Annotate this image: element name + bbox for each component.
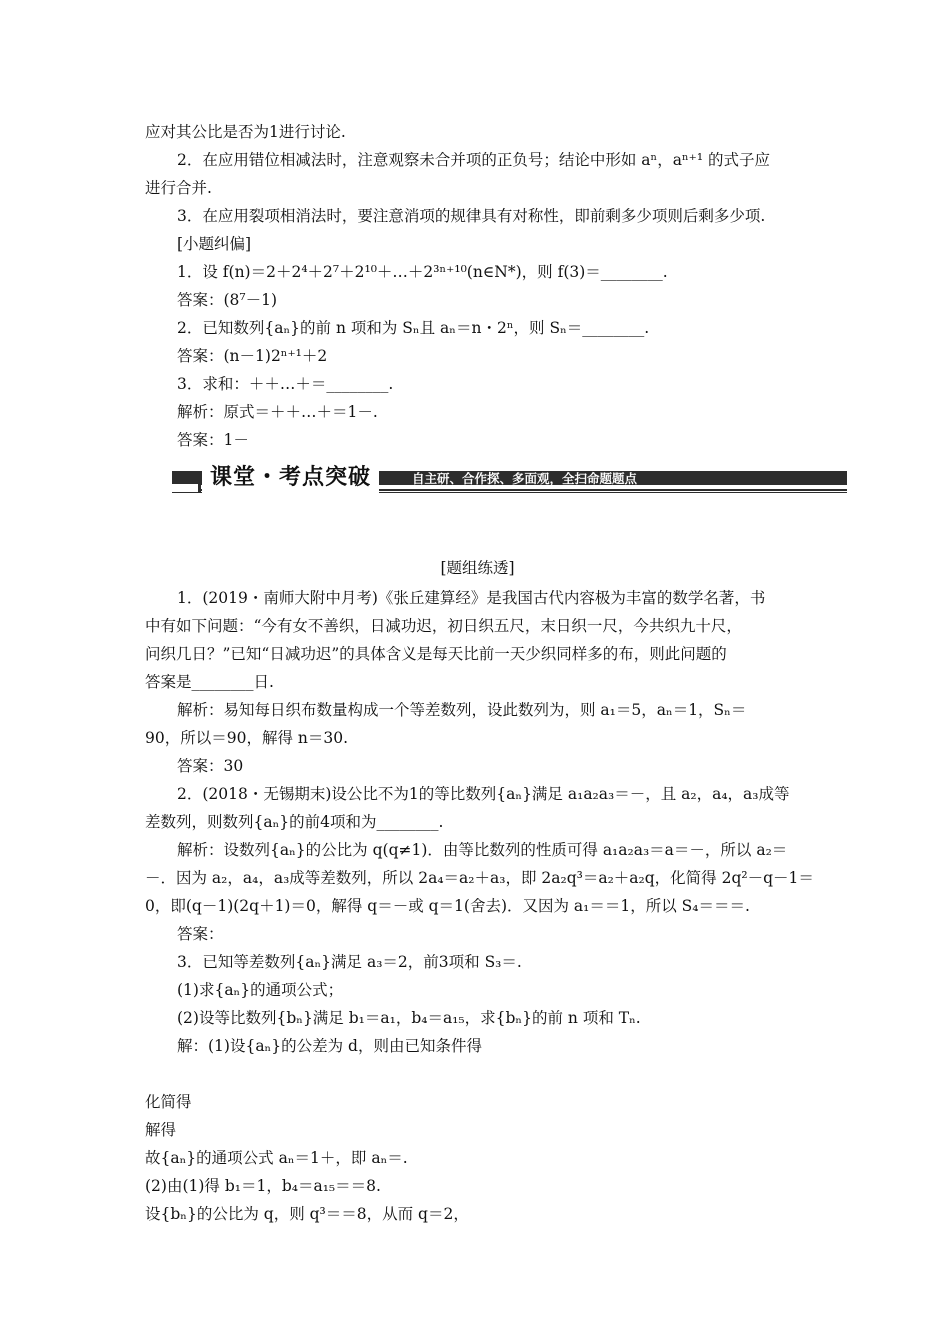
solution-line: 设{bₙ}的公比为 q，则 q³＝＝8，从而 q＝2， [145, 1205, 469, 1223]
analysis-line: 90，所以＝90，解得 n＝30. [145, 729, 349, 747]
banner-subtitle: 自主研、合作探、多面观，全扫命题题点 [412, 471, 638, 486]
question-line: 1．设 f(n)＝2＋2⁴＋2⁷＋2¹⁰＋…＋2³ⁿ⁺¹⁰(n∈N*)，则 f(3)＝________. [177, 263, 668, 281]
text-line: 3．在应用裂项相消法时，要注意消项的规律具有对称性，即前剩多少项则后剩多少项. [177, 207, 766, 225]
question-line: 3．已知等差数列{aₙ}满足 a₃＝2，前3项和 S₃＝. [177, 953, 522, 971]
answer-line: 答案：1－ [177, 431, 249, 449]
analysis-line: 0，即(q－1)(2q＋1)＝0，解得 q＝－或 q＝1(舍去)．又因为 a₁＝＝1，所以 S₄＝＝＝. [145, 897, 750, 915]
banner-hook [172, 481, 201, 492]
question-line: 差数列，则数列{aₙ}的前4项和为________. [145, 813, 444, 831]
analysis-line: 解析：易知每日织布数量构成一个等差数列，设此数列为，则 a₁＝5，aₙ＝1，Sₙ＝ [177, 701, 747, 719]
analysis-line: －．因为 a₂，a₄，a₃成等差数列，所以 2a₄＝a₂＋a₃，即 2a₂q³＝a₂＋a₂q，化简得 2q²－q－1＝ [145, 869, 814, 887]
subsection-heading: [小题纠偏] [177, 235, 252, 253]
analysis-line: 解析：设数列{aₙ}的公比为 q(q≠1)．由等比数列的性质可得 a₁a₂a₃＝a＝－，所以 a₂＝ [177, 841, 788, 859]
question-line: (2)设等比数列{bₙ}满足 b₁＝a₁，b₄＝a₁₅，求{bₙ}的前 n 项和 Tₙ. [177, 1009, 641, 1027]
question-line: (1)求{aₙ}的通项公式； [177, 981, 344, 999]
question-line: 3．求和：＋＋…＋＝________. [177, 375, 394, 393]
question-line: 1．(2019・南师大附中月考)《张丘建算经》是我国古代内容极为丰富的数学名著，书 [177, 589, 766, 607]
text-line: 进行合并. [145, 179, 212, 197]
text-line: 应对其公比是否为1进行讨论. [145, 123, 346, 141]
solution-line: 解：(1)设{aₙ}的公差为 d，则由已知条件得 [177, 1037, 482, 1055]
solution-line: 化简得 [145, 1093, 192, 1111]
analysis-line: 解析：原式＝＋＋…＋＝1－. [177, 403, 378, 421]
question-line: 答案是________日. [145, 673, 274, 691]
banner-title: 课堂・考点突破 [202, 463, 379, 493]
solution-line: 故{aₙ}的通项公式 aₙ＝1＋，即 aₙ＝. [145, 1149, 408, 1167]
answer-line: 答案：30 [177, 757, 244, 775]
question-line: 中有如下问题：“今有女不善织，日减功迟，初日织五尺，末日织一尺，今共织九十尺， [145, 617, 742, 635]
question-line: 2．(2018・无锡期末)设公比不为1的等比数列{aₙ}满足 a₁a₂a₃＝－，且 a₂，a₄，a₃成等 [177, 785, 790, 803]
question-line: 2．已知数列{aₙ}的前 n 项和为 Sₙ且 aₙ＝n・2ⁿ，则 Sₙ＝________. [177, 319, 650, 337]
solution-line: 解得 [145, 1121, 177, 1139]
solution-line: (2)由(1)得 b₁＝1，b₄＝a₁₅＝＝8. [145, 1177, 381, 1195]
answer-line: 答案： [177, 925, 224, 943]
section-heading: [题组练透] [440, 559, 515, 577]
question-line: 问织几日？”已知“日减功迟”的具体含义是每天比前一天少织同样多的布，则此问题的 [145, 645, 727, 663]
section-banner [172, 467, 847, 493]
answer-line: 答案：(8⁷－1) [177, 291, 278, 309]
text-line: 2．在应用错位相减法时，注意观察未合并项的正负号；结论中形如 aⁿ，aⁿ⁺¹ 的式子应 [177, 151, 771, 169]
answer-line: 答案：(n－1)2ⁿ⁺¹＋2 [177, 347, 328, 365]
